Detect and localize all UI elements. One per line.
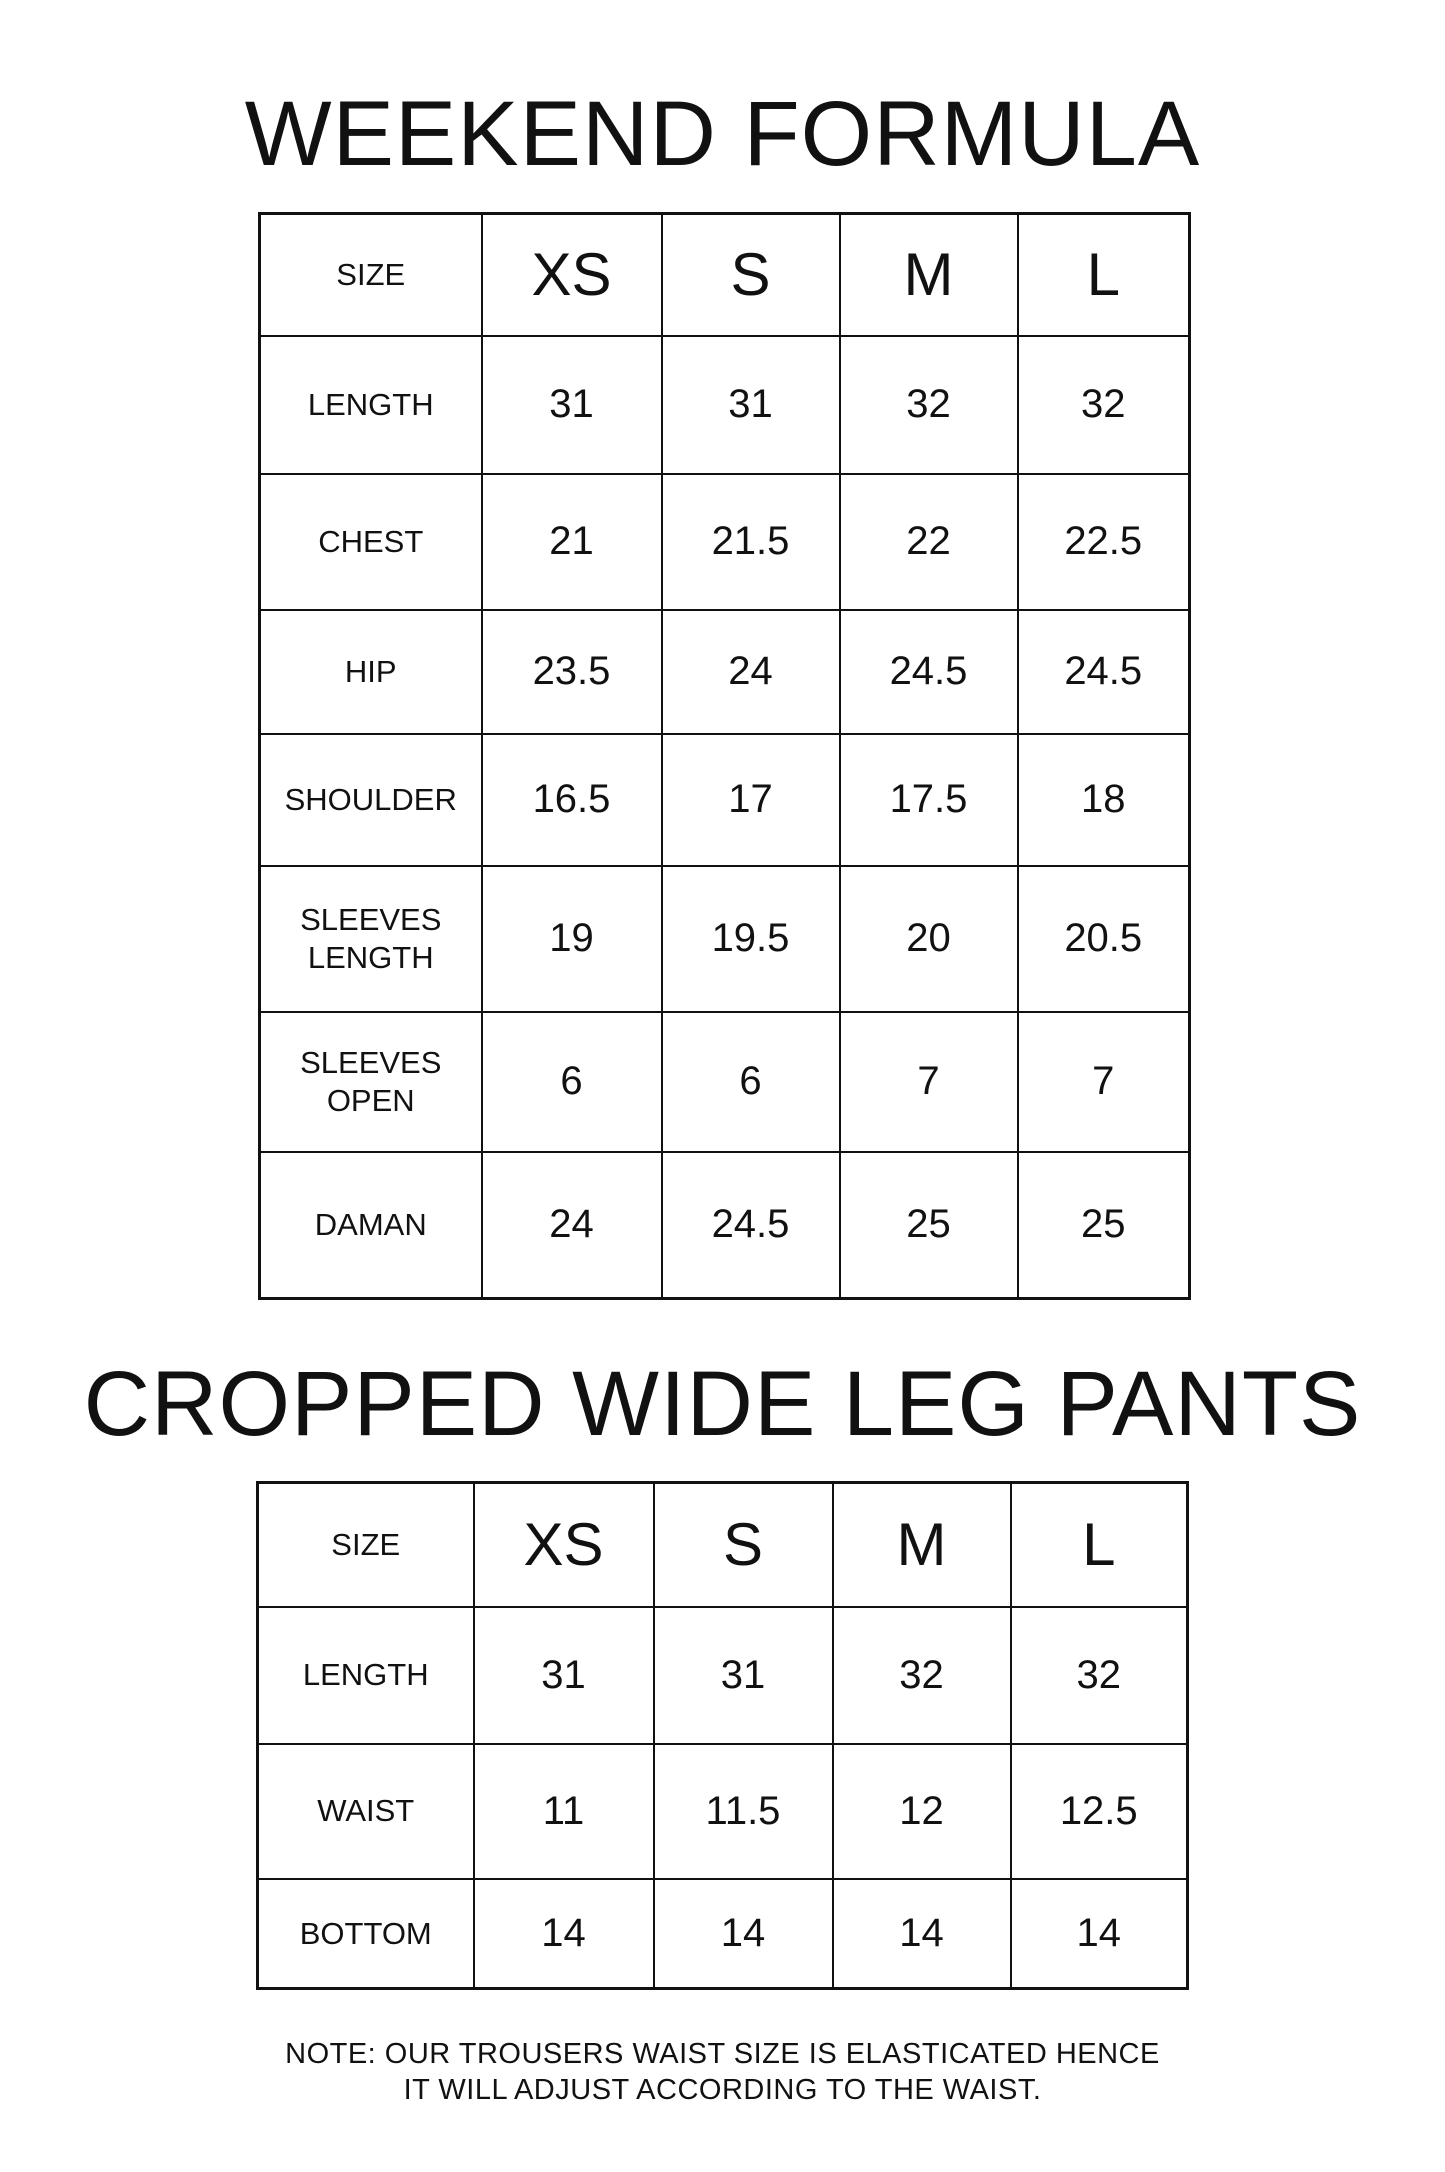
table-cell: 11.5 [654, 1744, 833, 1879]
size-l-header: L [1011, 1483, 1188, 1607]
table-row [260, 866, 1190, 1012]
table-cell: 21 [482, 474, 662, 610]
size-header-label: SIZE [260, 214, 482, 336]
table-cell: 31 [662, 336, 840, 474]
table-cell: 32 [1011, 1607, 1188, 1744]
size-s-header: S [654, 1483, 833, 1607]
table-cell: 14 [1011, 1879, 1188, 1989]
cropped-wide-leg-pants-size-table [256, 1481, 1189, 1990]
row-label-hip: HIP [260, 610, 482, 734]
row-label-daman: DAMAN [260, 1152, 482, 1299]
note-line-2: IT WILL ADJUST ACCORDING TO THE WAIST. [403, 2074, 1042, 2106]
table-cell: 24.5 [840, 610, 1018, 734]
row-label-text: SLEEVES OPEN [300, 1045, 442, 1118]
table-cell: 19.5 [662, 866, 840, 1012]
row-label-bottom: BOTTOM [258, 1879, 474, 1989]
row-label-waist: WAIST [258, 1744, 474, 1879]
table-cell: 20 [840, 866, 1018, 1012]
table-row [258, 1744, 1188, 1879]
table-row [260, 610, 1190, 734]
row-label-chest: CHEST [260, 474, 482, 610]
note-line-1: NOTE: OUR TROUSERS WAIST SIZE IS ELASTICATED HENCE [285, 2038, 1160, 2070]
table-cell: 17.5 [840, 734, 1018, 866]
table-row [260, 474, 1190, 610]
table-cell: 32 [840, 336, 1018, 474]
weekend-formula-size-table [258, 212, 1191, 1300]
table-cell: 32 [1018, 336, 1190, 474]
table-row [260, 734, 1190, 866]
table-row [258, 1607, 1188, 1744]
table-cell: 12 [833, 1744, 1011, 1879]
table-row [260, 1012, 1190, 1152]
table-cell: 6 [482, 1012, 662, 1152]
table-cell: 22.5 [1018, 474, 1190, 610]
row-label-length: LENGTH [258, 1607, 474, 1744]
size-l-header: L [1018, 214, 1190, 336]
waist-note [0, 2036, 1445, 2108]
size-xs-header: XS [482, 214, 662, 336]
row-label-sleeves-length [260, 866, 482, 1012]
table-cell: 24.5 [1018, 610, 1190, 734]
table-cell: 19 [482, 866, 662, 1012]
table-row [260, 336, 1190, 474]
table-cell: 24 [482, 1152, 662, 1299]
size-m-header: M [840, 214, 1018, 336]
size-header-label: SIZE [258, 1483, 474, 1607]
table-cell: 18 [1018, 734, 1190, 866]
row-label-text: SLEEVES LENGTH [300, 902, 442, 975]
table-cell: 7 [840, 1012, 1018, 1152]
table-row [258, 1879, 1188, 1989]
table-cell: 14 [474, 1879, 654, 1989]
row-label-sleeves-open [260, 1012, 482, 1152]
table-cell: 22 [840, 474, 1018, 610]
weekend-formula-title: WEEKEND FORMULA [244, 83, 1201, 185]
size-header-row [260, 214, 1190, 336]
table-cell: 11 [474, 1744, 654, 1879]
table-cell: 31 [482, 336, 662, 474]
cropped-wide-leg-pants-title: CROPPED WIDE LEG PANTS [83, 1353, 1362, 1455]
table-cell: 14 [833, 1879, 1011, 1989]
table-cell: 32 [833, 1607, 1011, 1744]
row-label-shoulder: SHOULDER [260, 734, 482, 866]
size-header-row [258, 1483, 1188, 1607]
table-cell: 12.5 [1011, 1744, 1188, 1879]
table-cell: 7 [1018, 1012, 1190, 1152]
table-cell: 24 [662, 610, 840, 734]
table-row [260, 1152, 1190, 1299]
table-cell: 20.5 [1018, 866, 1190, 1012]
size-s-header: S [662, 214, 840, 336]
table-cell: 31 [474, 1607, 654, 1744]
table-cell: 21.5 [662, 474, 840, 610]
table-cell: 16.5 [482, 734, 662, 866]
table-cell: 24.5 [662, 1152, 840, 1299]
size-m-header: M [833, 1483, 1011, 1607]
table-cell: 25 [1018, 1152, 1190, 1299]
table-cell: 17 [662, 734, 840, 866]
row-label-length: LENGTH [260, 336, 482, 474]
table-cell: 6 [662, 1012, 840, 1152]
table-cell: 25 [840, 1152, 1018, 1299]
size-xs-header: XS [474, 1483, 654, 1607]
table-cell: 23.5 [482, 610, 662, 734]
table-cell: 31 [654, 1607, 833, 1744]
table-cell: 14 [654, 1879, 833, 1989]
